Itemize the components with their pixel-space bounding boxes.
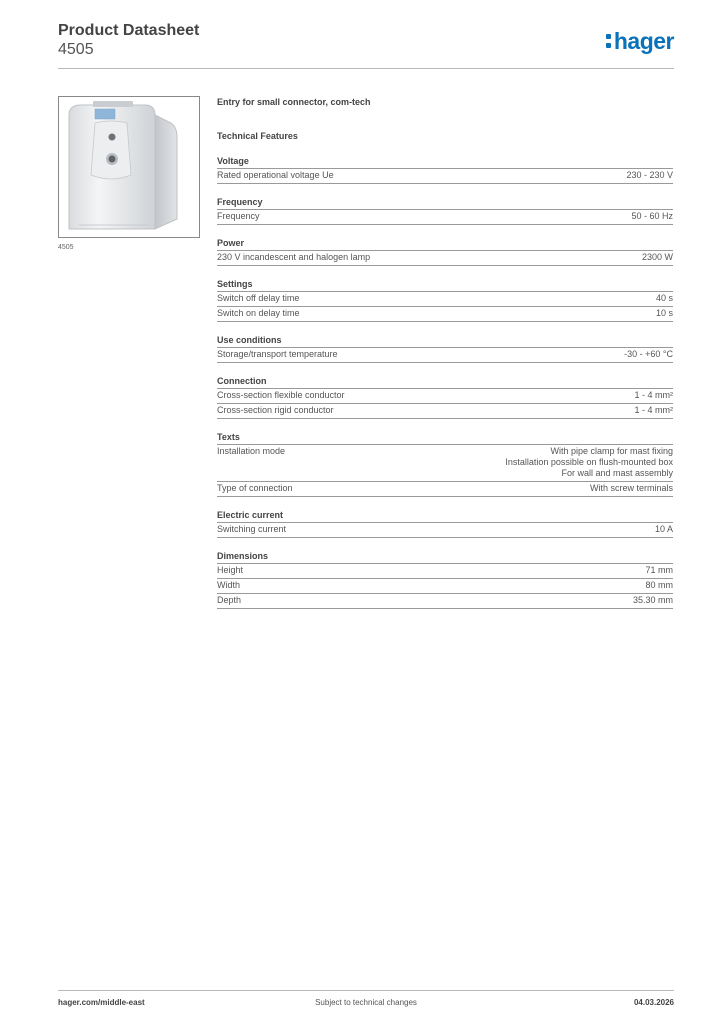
spec-value-line: 80 mm bbox=[645, 580, 673, 590]
product-reference: 4505 bbox=[58, 41, 94, 58]
features-heading: Technical Features bbox=[217, 131, 298, 141]
spec-label: Width bbox=[217, 580, 241, 590]
spec-group bbox=[217, 334, 673, 363]
spec-value bbox=[634, 405, 673, 416]
spec-value bbox=[645, 565, 673, 576]
spec-row bbox=[217, 292, 673, 307]
spec-row bbox=[217, 389, 673, 404]
spec-value bbox=[590, 483, 673, 494]
spec-value bbox=[642, 252, 673, 263]
spec-label: Depth bbox=[217, 595, 242, 605]
spec-value-line: 230 - 230 V bbox=[626, 170, 673, 180]
spec-value bbox=[656, 308, 673, 319]
spec-value-line: With pipe clamp for mast fixing bbox=[550, 446, 673, 456]
spec-label: 230 V incandescent and halogen lamp bbox=[217, 252, 371, 262]
footer-date: 04.03.2026 bbox=[633, 998, 674, 1007]
spec-row bbox=[217, 251, 673, 266]
spec-group bbox=[217, 431, 673, 497]
spec-value bbox=[624, 349, 673, 360]
spec-row bbox=[217, 523, 673, 538]
header-divider bbox=[58, 68, 674, 69]
spec-value bbox=[645, 580, 673, 591]
spec-value-line: 1 - 4 mm² bbox=[634, 390, 673, 400]
spec-label: Switch on delay time bbox=[217, 308, 300, 318]
spec-label: Height bbox=[217, 565, 244, 575]
spec-group-title: Electric current bbox=[217, 509, 673, 523]
spec-value-line: Installation possible on flush-mounted box bbox=[505, 457, 673, 467]
spec-label: Installation mode bbox=[217, 446, 286, 456]
spec-label: Storage/transport temperature bbox=[217, 349, 338, 359]
page-header bbox=[58, 20, 674, 70]
spec-value-line: 2300 W bbox=[641, 252, 673, 262]
logo-dots-icon bbox=[606, 34, 611, 48]
product-image bbox=[58, 96, 200, 238]
spec-value-line: 40 s bbox=[655, 293, 673, 303]
spec-row bbox=[217, 564, 673, 579]
spec-value-line: -30 - +60 °C bbox=[624, 349, 673, 359]
footer-divider bbox=[58, 990, 674, 991]
spec-label: Cross-section flexible conductor bbox=[217, 390, 345, 400]
spec-value-line: 35.30 mm bbox=[632, 595, 673, 605]
spec-row bbox=[217, 594, 673, 609]
logo-text: hager bbox=[613, 28, 674, 54]
spec-group bbox=[217, 278, 673, 322]
spec-group bbox=[217, 375, 673, 419]
product-photo-icon bbox=[59, 97, 199, 237]
spec-value-line: 10 A bbox=[654, 524, 673, 534]
spec-value bbox=[634, 390, 673, 401]
spec-value bbox=[626, 170, 673, 181]
document-title: Product Datasheet bbox=[58, 22, 200, 39]
spec-row bbox=[217, 210, 673, 225]
page-footer bbox=[58, 998, 674, 1010]
spec-group-title: Power bbox=[217, 237, 673, 251]
spec-label: Switching current bbox=[217, 524, 287, 534]
spec-group-title: Connection bbox=[217, 375, 673, 389]
spec-group-title: Texts bbox=[217, 431, 673, 445]
footer-website: hager.com/middle-east bbox=[58, 998, 145, 1007]
spec-label: Rated operational voltage Ue bbox=[217, 170, 334, 180]
spec-group-title: Frequency bbox=[217, 196, 673, 210]
spec-value-line: 50 - 60 Hz bbox=[631, 211, 673, 221]
feature-groups bbox=[217, 155, 673, 609]
spec-label: Cross-section rigid conductor bbox=[217, 405, 334, 415]
technical-content bbox=[217, 96, 673, 609]
spec-group-title: Voltage bbox=[217, 155, 673, 169]
spec-value-line: 1 - 4 mm² bbox=[634, 405, 673, 415]
spec-value bbox=[505, 446, 673, 479]
spec-row bbox=[217, 404, 673, 419]
spec-row bbox=[217, 307, 673, 322]
spec-value-line: 71 mm bbox=[645, 565, 673, 575]
spec-label: Frequency bbox=[217, 211, 260, 221]
spec-value bbox=[656, 293, 673, 304]
spec-label: Switch off delay time bbox=[217, 293, 300, 303]
spec-group bbox=[217, 196, 673, 225]
spec-group-title: Use conditions bbox=[217, 334, 673, 348]
spec-row bbox=[217, 482, 673, 497]
spec-group bbox=[217, 237, 673, 266]
spec-group-title: Settings bbox=[217, 278, 673, 292]
spec-value bbox=[655, 524, 673, 535]
spec-row bbox=[217, 348, 673, 363]
product-name: Entry for small connector, com-tech bbox=[217, 97, 371, 107]
spec-value-line: 10 s bbox=[655, 308, 673, 318]
spec-value-line: For wall and mast assembly bbox=[561, 468, 673, 478]
spec-row bbox=[217, 445, 673, 482]
footer-notice: Subject to technical changes bbox=[315, 998, 417, 1007]
spec-row bbox=[217, 579, 673, 594]
image-caption: 4505 bbox=[58, 244, 74, 251]
spec-group bbox=[217, 509, 673, 538]
spec-group bbox=[217, 155, 673, 184]
spec-group-title: Dimensions bbox=[217, 550, 673, 564]
spec-group bbox=[217, 550, 673, 609]
spec-value bbox=[631, 211, 673, 222]
hager-logo bbox=[606, 28, 674, 55]
spec-row bbox=[217, 169, 673, 184]
spec-value-line: With screw terminals bbox=[589, 483, 673, 493]
spec-label: Type of connection bbox=[217, 483, 293, 493]
spec-value bbox=[633, 595, 673, 606]
